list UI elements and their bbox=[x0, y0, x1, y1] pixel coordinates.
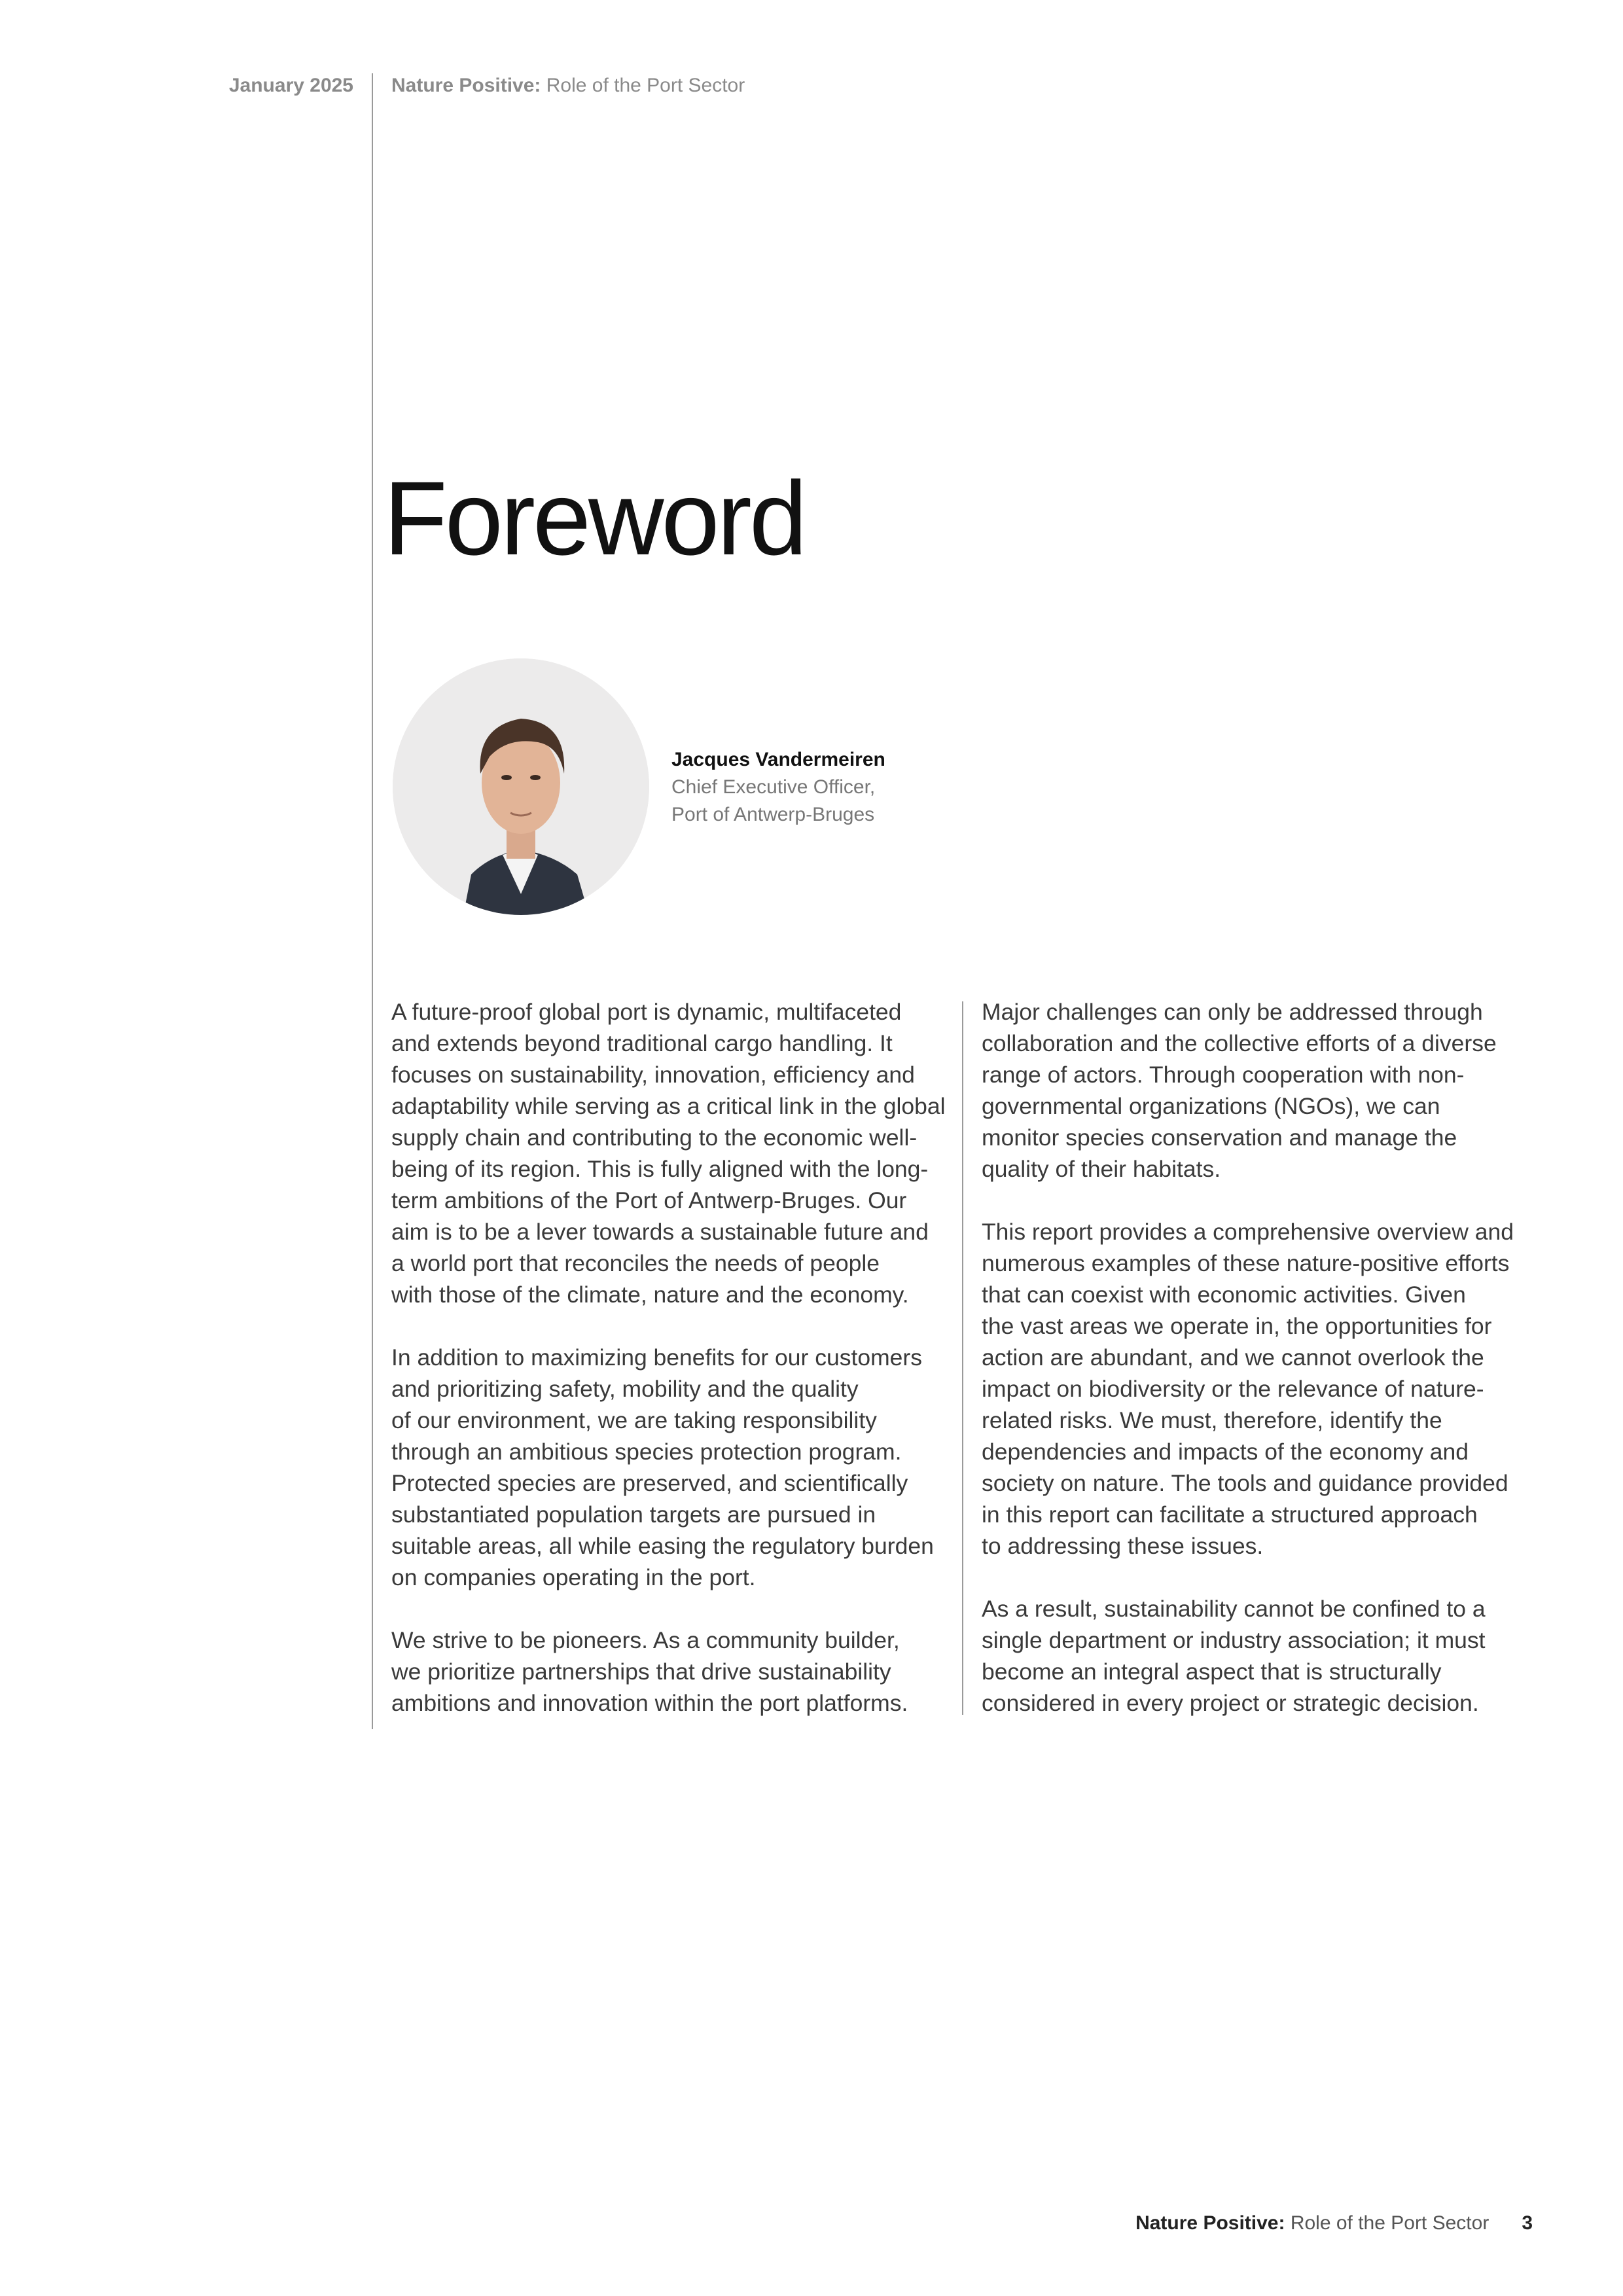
paragraph: We strive to be pioneers. As a community builder, we prioritize partnerships that drive sustainability ambitions and innovation within the port platforms. bbox=[391, 1627, 908, 1716]
header-date: January 2025 bbox=[228, 75, 353, 96]
footer-title-bold: Nature Positive: bbox=[1135, 2212, 1285, 2234]
paragraph: Major challenges can only be addressed through collaboration and the collective efforts of a diverse range of actors. Through cooperation with non- governmental organizations (NGOs), we can monitor species conservation and manage the quality of their habitats. bbox=[982, 999, 1497, 1182]
paragraph: In addition to maximizing benefits for our customers and prioritizing safety, mobility and the quality of our environment, we are taking responsibility through an ambitious species protection program. Protected species are preserved, and scientifically substantiated population targets are pursued in suitable areas, all while easing the regulatory burden on companies operating in the port. bbox=[391, 1344, 934, 1590]
author-portrait bbox=[393, 658, 649, 915]
footer-title-rest: Role of the Port Sector bbox=[1285, 2212, 1489, 2234]
header-title bbox=[391, 75, 745, 97]
page-title: Foreword bbox=[383, 459, 805, 577]
body-column-right bbox=[982, 996, 1558, 1719]
paragraph: This report provides a comprehensive overview and numerous examples of these nature-positive efforts that can coexist with economic activities. Given the vast areas we operate in, the opportunities for action are abundant, and we cannot overlook the impact on biodiversity or the relevance of nature- related risks. We must, therefore, identify the dependencies and impacts of the economy and society on nature. The tools and guidance provided in this report can facilitate a structured approach to addressing these issues. bbox=[982, 1219, 1514, 1559]
margin-rule bbox=[372, 73, 373, 1729]
column-divider bbox=[962, 1001, 963, 1715]
body-column-left bbox=[391, 996, 967, 1719]
footer bbox=[1135, 2212, 1533, 2234]
header-title-bold: Nature Positive: bbox=[391, 75, 541, 96]
portrait-illustration bbox=[393, 658, 649, 915]
author-name: Jacques Vandermeiren bbox=[671, 749, 885, 770]
author-organization: Port of Antwerp-Bruges bbox=[671, 804, 875, 825]
author-role: Chief Executive Officer, bbox=[671, 776, 876, 798]
paragraph: A future-proof global port is dynamic, multifaceted and extends beyond traditional cargo handling. It focuses on sustainability, innovation, efficiency and adaptability while serving as a critical link in the global supply chain and contributing to the economic well- being of its region. This is fully aligned with the long- term ambitions of the Port of Antwerp-Bruges. Our aim is to be a lever towards a sustainable future and a world port that reconciles the needs of people with those of the climate, nature and the economy. bbox=[391, 999, 946, 1308]
paragraph: As a result, sustainability cannot be confined to a single department or industry association; it must become an integral aspect that is structurally considered in every project or strategic decision. bbox=[982, 1596, 1486, 1716]
header-title-rest: Role of the Port Sector bbox=[541, 75, 745, 96]
page-number: 3 bbox=[1522, 2212, 1533, 2234]
author-block bbox=[671, 746, 885, 829]
